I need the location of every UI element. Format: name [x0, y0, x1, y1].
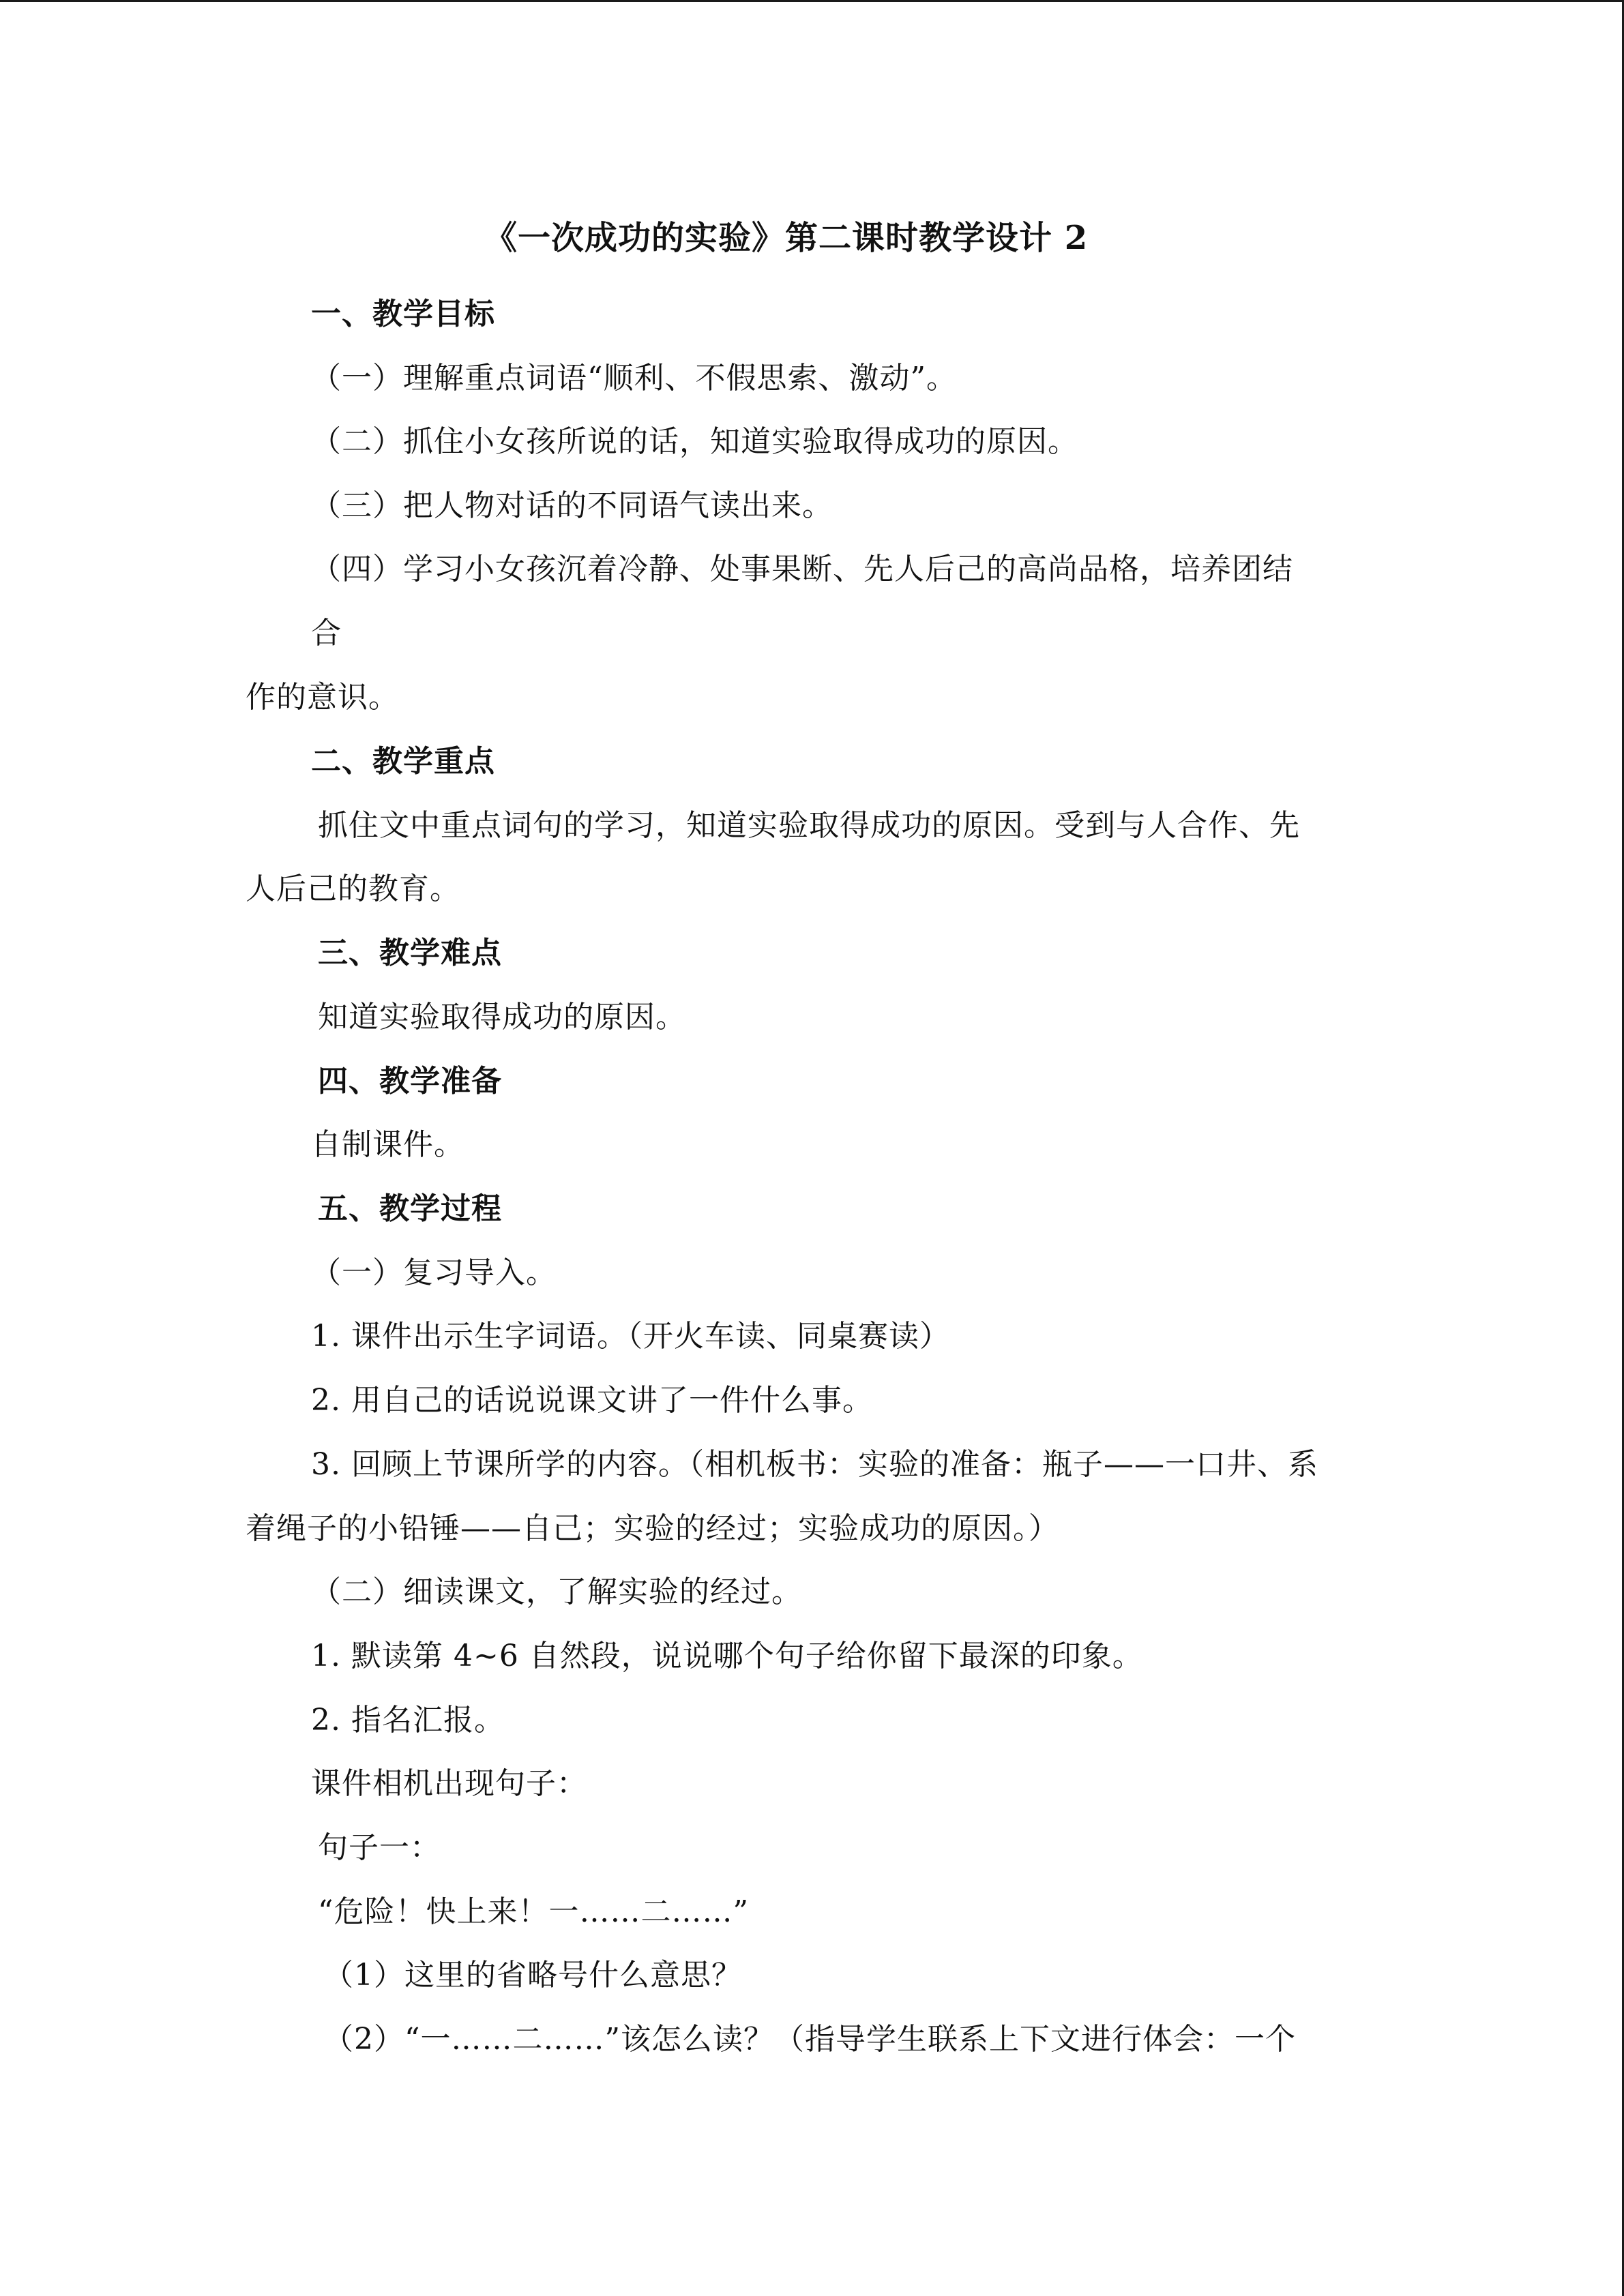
process-line: （二）细读课文，了解实验的经过。	[311, 1575, 802, 1609]
objective-item: （一）理解重点词语“顺利、不假思索、激动”。	[311, 361, 957, 396]
section-heading-objectives: 一、教学目标	[311, 297, 495, 331]
process-line: 1. 课件出示生字词语。（开火车读、同桌赛读）	[311, 1319, 950, 1354]
process-line: 2. 指名汇报。	[311, 1703, 505, 1738]
section-heading-key-points: 二、教学重点	[311, 744, 495, 779]
process-line: “危险！快上来！一……二……”	[318, 1894, 749, 1929]
paragraph-line: 知道实验取得成功的原因。	[318, 1000, 686, 1034]
objective-item: （二）抓住小女孩所说的话，知道实验取得成功的原因。	[311, 424, 1078, 459]
section-heading-preparation: 四、教学准备	[318, 1064, 502, 1099]
objective-item-wrap: 合	[311, 616, 342, 651]
paragraph-line: 自制课件。	[311, 1127, 464, 1162]
process-line: 着绳子的小铅锤——自己；实验的经过；实验成功的原因。）	[246, 1511, 1059, 1546]
section-heading-difficulties: 三、教学难点	[318, 936, 502, 970]
process-line: 2. 用自己的话说说课文讲了一件什么事。	[311, 1383, 873, 1418]
paragraph-line: 人后己的教育。	[246, 871, 460, 906]
process-line: （1）这里的省略号什么意思？	[323, 1958, 742, 1993]
process-line: 1. 默读第 4~6 自然段，说说哪个句子给你留下最深的印象。	[311, 1639, 1143, 1673]
objective-item: （四）学习小女孩沉着冷静、处事果断、先人后己的高尚品格，培养团结	[311, 552, 1293, 586]
document-title: 《一次成功的实验》第二课时教学设计 2	[484, 219, 1089, 257]
process-line: （一）复习导入。	[311, 1255, 557, 1290]
paragraph-line: 抓住文中重点词句的学习，知道实验取得成功的原因。受到与人合作、先	[318, 808, 1300, 843]
objective-item: （三）把人物对话的不同语气读出来。	[311, 488, 833, 523]
process-line: 3. 回顾上节课所学的内容。（相机板书：实验的准备：瓶子——一口井、系	[311, 1447, 1318, 1482]
process-line: 课件相机出现句子：	[311, 1766, 587, 1801]
section-heading-process: 五、教学过程	[318, 1191, 502, 1226]
process-line: 句子一：	[318, 1830, 441, 1865]
objective-item-wrap: 作的意识。	[246, 680, 399, 715]
process-line: （2）“一……二……”该怎么读？（指导学生联系上下文进行体会：一个	[323, 2022, 1296, 2057]
